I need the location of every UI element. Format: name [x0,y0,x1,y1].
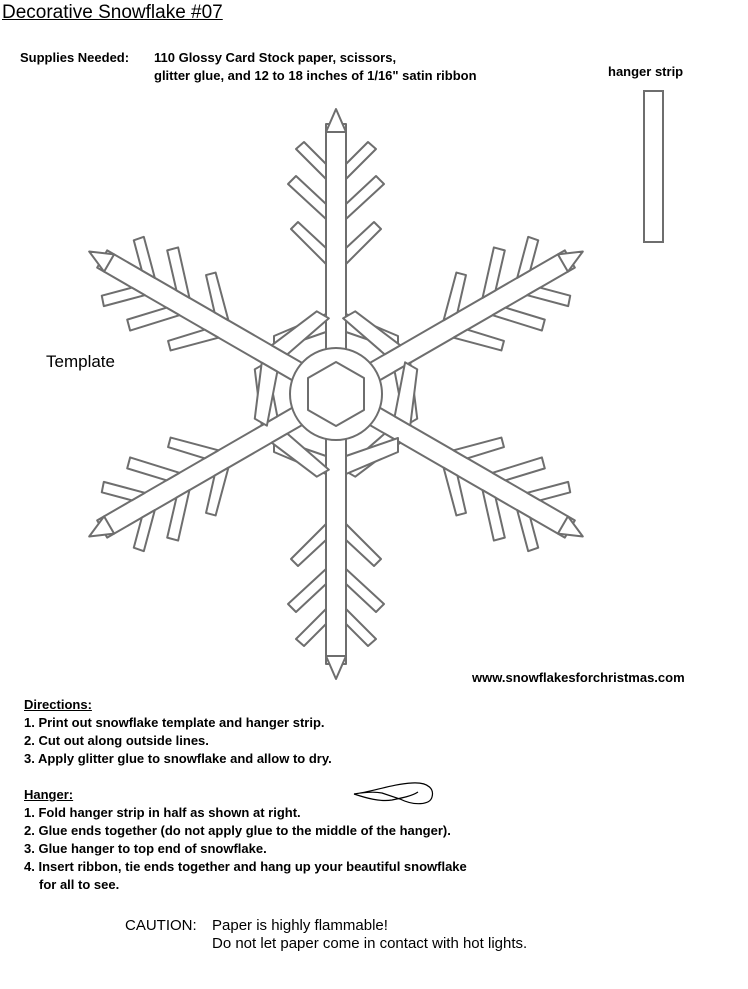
directions-step: 1. Print out snowflake template and hanger strip. [24,715,325,730]
hanger-step: 3. Glue hanger to top end of snowflake. [24,841,267,856]
directions-step: 3. Apply glitter glue to snowflake and allow to dry. [24,751,332,766]
website-url: www.snowflakesforchristmas.com [472,670,685,685]
snowflake-arm [274,109,398,354]
directions-heading: Directions: [24,697,92,712]
caution-line-1: Paper is highly flammable! [212,917,388,934]
caution-line-2: Do not let paper come in contact with hot lights. [212,935,528,952]
hanger-step: for all to see. [39,877,120,892]
supplies-line-2: glitter glue, and 12 to 18 inches of 1/16" satin ribbon [154,68,477,83]
template-label: Template [46,352,115,371]
snowflake-template [80,100,590,680]
hanger-step: 4. Insert ribbon, tie ends together and hang up your beautiful snowflake [24,859,467,874]
snowflake-arm [274,434,398,679]
supplies-label: Supplies Needed: [20,50,130,65]
page-title: Decorative Snowflake #07 [2,2,223,23]
directions-step: 2. Cut out along outside lines. [24,733,209,748]
caution-label: CAUTION: [125,917,197,934]
supplies-line-1: 110 Glossy Card Stock paper, scissors, [154,50,397,65]
hanger-heading: Hanger: [24,787,74,802]
hanger-strip-template [643,90,664,243]
hanger-step: 2. Glue ends together (do not apply glue to the middle of the hanger). [24,823,451,838]
hanger-step: 1. Fold hanger strip in half as shown at right. [24,805,301,820]
hanger-strip-label: hanger strip [608,64,684,79]
folded-hanger-illustration [352,780,436,810]
